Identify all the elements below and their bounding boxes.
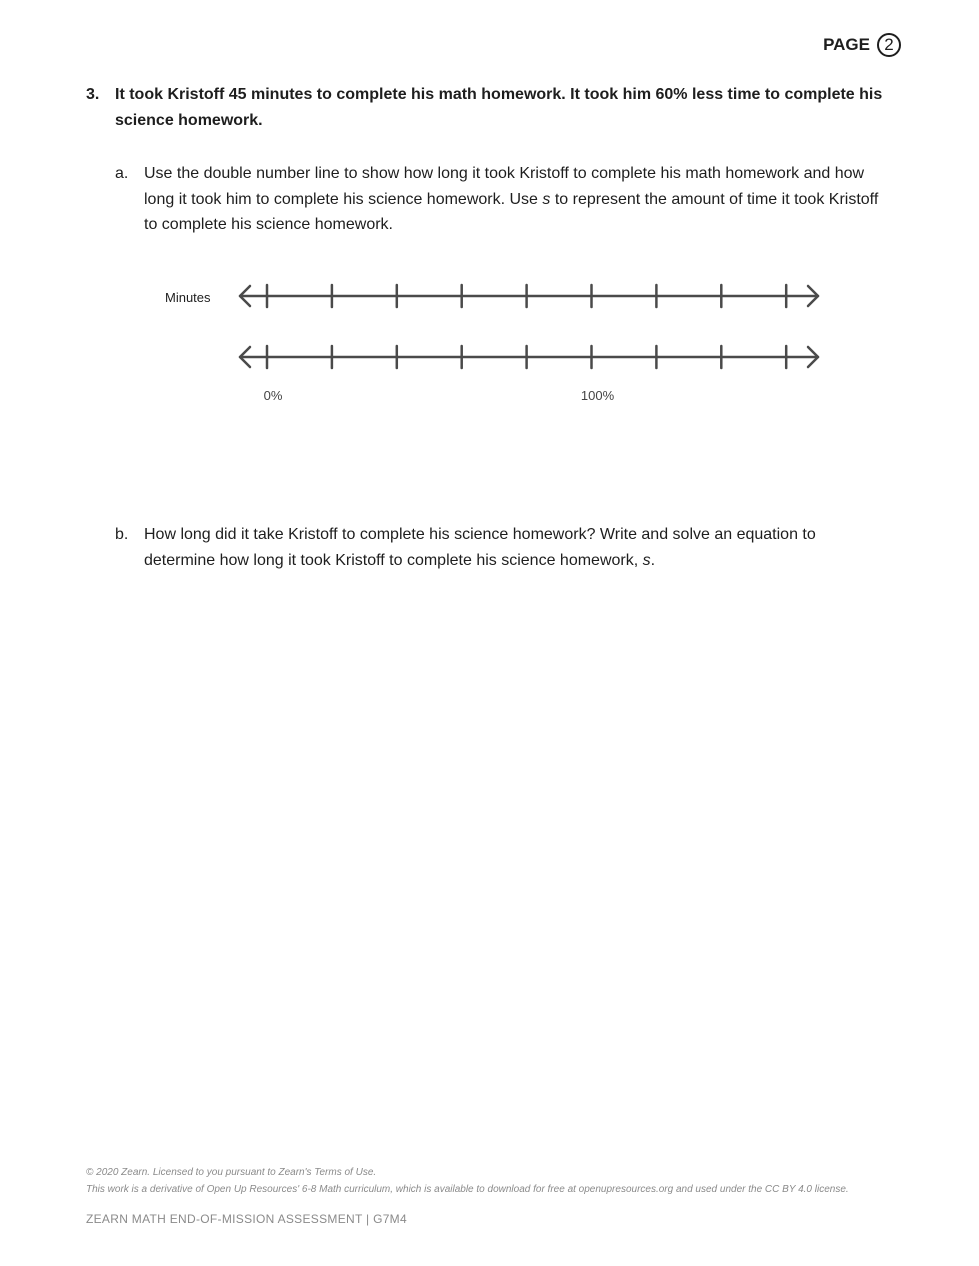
number-line-top-label: Minutes [165, 290, 211, 305]
footer-assessment-title: ZEARN MATH END-OF-MISSION ASSESSMENT | G7M4 [86, 1212, 407, 1226]
percent-label-100: 100% [580, 388, 615, 403]
footer-copyright-block [86, 1164, 849, 1198]
part-b [115, 522, 890, 573]
part-a-text-end: to represent the amount of time it took Kristoff to complete his science homework. [144, 190, 879, 233]
part-b-variable: s [642, 551, 651, 569]
part-b-label: b. [115, 526, 129, 543]
percent-label-0: 0% [263, 388, 283, 403]
question-number: 3. [86, 86, 100, 103]
part-b-text-end: . [650, 551, 656, 569]
question-text: It took Kristoff 45 minutes to complete his math homework. It took him 60% less time to complete his science homework. [115, 86, 883, 129]
part-a-text-start: Use the double number line to show how long it took Kristoff to complete his math homework and how long it took him to complete his science homework. Use [144, 165, 865, 208]
part-a-variable: s [542, 190, 551, 208]
part-a-label: a. [115, 165, 129, 182]
footer-copyright: © 2020 Zearn. Licensed to you pursuant to Zearn's Terms of Use. [86, 1167, 377, 1178]
footer-license: This work is a derivative of Open Up Resources' 6-8 Math curriculum, which is available to download for free at openupresources.org and used under the CC BY 4.0 license. [86, 1184, 849, 1195]
page-word: PAGE [823, 35, 870, 54]
part-b-text [144, 522, 890, 573]
part-b-text-start: How long did it take Kristoff to complete his science homework? Write and solve an equation to determine how long it took Kristoff to complete his science homework, [144, 526, 816, 569]
page-number-badge: 2 [877, 33, 901, 57]
